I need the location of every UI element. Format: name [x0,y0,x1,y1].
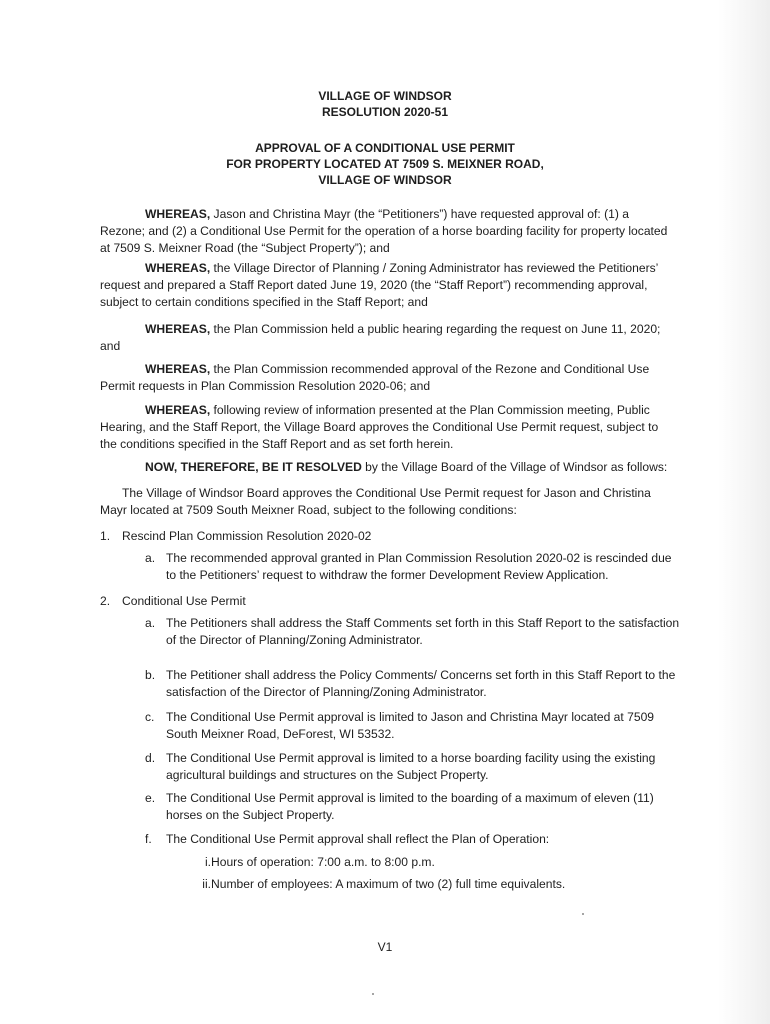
condition-text: The Petitioner shall address the Policy Comments/ Concerns set forth in this Staff Report to the satisfaction of the Director of Planning/Zoning Administrator. [166,668,676,699]
condition-text: The Conditional Use Permit approval is limited to a horse boarding facility using the existing agricultural buildings and structures on the Subject Property. [166,751,656,782]
condition-text: The Petitioners shall address the Staff Comments set forth in this Staff Report to the satisfaction of the Director of Planning/Zoning Administrator. [166,616,680,647]
condition-letter: a. [145,551,156,565]
approval-paragraph [100,485,675,519]
condition-number: 1. [100,529,111,543]
whereas-keyword: WHEREAS, [145,362,211,376]
whereas-keyword: WHEREAS, [145,207,211,221]
condition-2-heading [100,593,680,610]
resolution-number: RESOLUTION 2020-51 [321,105,449,119]
resolved-paragraph [100,459,675,476]
whereas-text: the Plan Commission held a public hearing regarding the request on June 11, 2020; and [100,322,661,353]
whereas-text: following review of information presented at the Plan Commission meeting, Public Hearing, and the Staff Report, the Village Board approves the Conditional Use Permit request, subject to the conditions specified in the Staff Report and as set forth herein. [100,403,659,451]
whereas-keyword: WHEREAS, [145,403,211,417]
condition-text: The Conditional Use Permit approval is limited to Jason and Christina Mayr located at 7509 South Meixner Road, DeForest, WI 53532. [166,710,655,741]
condition-letter: c. [145,710,155,724]
whereas-keyword: WHEREAS, [145,261,211,275]
condition-text: The recommended approval granted in Plan Commission Resolution 2020-02 is rescinded due to the Petitioners’ request to withdraw the former Development Review Application. [166,551,672,582]
whereas-text: the Plan Commission recommended approval of the Rezone and Conditional Use Permit requests in Plan Commission Resolution 2020-06; and [100,362,650,393]
document-title-line-2: FOR PROPERTY LOCATED AT 7509 S. MEIXNER ROAD, [226,157,544,171]
condition-title: Conditional Use Permit [122,594,246,608]
condition-letter: a. [145,616,156,630]
condition-letter: d. [145,751,156,765]
scan-speck [582,913,584,915]
whereas-text: the Village Director of Planning / Zoning Administrator has reviewed the Petitioners’ request and prepared a Staff Report dated June 19, 2020 (the “Staff Report”) recommending approval, subject to certain conditions specified in the Staff Report; and [100,261,658,309]
condition-text: The Conditional Use Permit approval is limited to the boarding of a maximum of eleven (11) horses on the Subject Property. [166,791,654,822]
condition-letter: e. [145,791,156,805]
resolved-keyword: NOW, THEREFORE, BE IT RESOLVED [145,460,362,474]
approval-text: The Village of Windsor Board approves the Conditional Use Permit request for Jason and Christina Mayr located at 7509 South Meixner Road, subject to the following conditions: [100,486,651,517]
condition-text: Number of employees: A maximum of two (2) full time equivalents. [211,877,566,891]
resolved-text: by the Village Board of the Village of Windsor as follows: [361,460,668,474]
whereas-paragraph-3 [100,321,675,355]
village-heading: VILLAGE OF WINDSOR [318,89,452,103]
condition-letter: b. [145,668,156,682]
condition-letter: ii. [202,877,211,891]
page-footer-version: V1 [377,940,393,954]
condition-number: 2. [100,594,111,608]
document-title-line-3: VILLAGE OF WINDSOR [318,173,452,187]
condition-title: Rescind Plan Commission Resolution 2020-02 [122,529,372,543]
whereas-paragraph-2 [100,260,675,311]
whereas-keyword: WHEREAS, [145,322,211,336]
condition-1-heading [100,528,680,545]
condition-text: The Conditional Use Permit approval shall reflect the Plan of Operation: [166,832,550,846]
condition-letter: i. [204,855,211,869]
whereas-text: Jason and Christina Mayr (the “Petitioners”) have requested approval of: (1) a Rezone; and (2) a Conditional Use Permit for the operation of a horse boarding facility for property located at 7509 S. Meixner Road (the “Subject Property”); and [100,207,668,255]
scan-speck [372,993,374,995]
whereas-paragraph-1 [100,206,675,257]
document-title-line-1: APPROVAL OF A CONDITIONAL USE PERMIT [255,141,515,155]
whereas-paragraph-5 [100,402,675,453]
condition-letter: f. [145,832,152,846]
whereas-paragraph-4 [100,361,675,395]
condition-text: Hours of operation: 7:00 a.m. to 8:00 p.m. [211,855,435,869]
